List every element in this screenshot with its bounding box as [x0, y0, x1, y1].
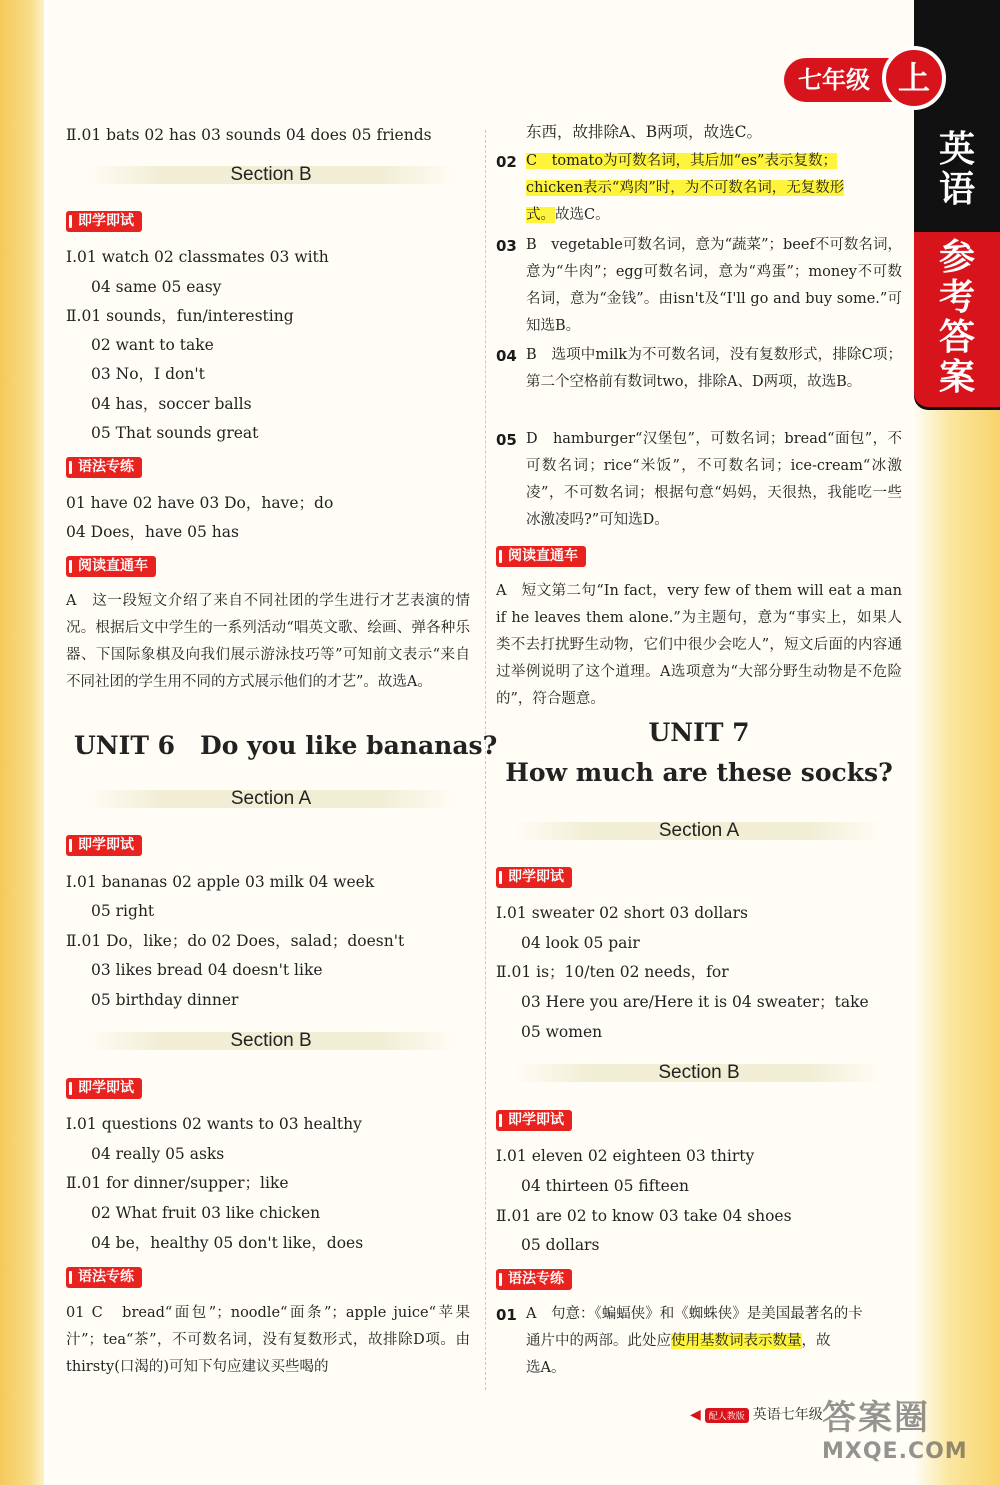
answer-line: 04 same 05 easy — [91, 278, 222, 296]
explanation-text: ，故 — [801, 1333, 831, 1349]
subject-char-2: 语 — [938, 169, 975, 210]
section-heading: Section B — [126, 1030, 416, 1052]
footer-text: 英语七年级 — [752, 1407, 823, 1423]
highlighted-text: 式。 — [526, 207, 555, 223]
unit-7-title: UNIT 7 — [648, 718, 750, 747]
answer-line: Ⅱ.01 Do，like；do 02 Does，salad；doesn't — [66, 932, 405, 950]
edition-badge: 配人教版 — [705, 1408, 749, 1423]
question-number-text: 04 — [496, 347, 517, 365]
answer-line: Ⅱ.01 are 02 to know 03 take 04 shoes — [496, 1207, 792, 1225]
answer-line: 04 look 05 pair — [521, 934, 640, 952]
answer-line: 05 birthday dinner — [91, 991, 239, 1009]
answer-char-3: 答 — [938, 317, 975, 358]
watermark-logo: 答案圈 — [822, 1398, 930, 1438]
answer-line: Ⅰ.01 sweater 02 short 03 dollars — [496, 904, 748, 922]
question-number — [496, 150, 523, 174]
question-02-explanation — [526, 148, 902, 229]
question-number — [496, 344, 523, 368]
reading-explanation: A 短文第二句“In fact，very few of them will eat a man if he leaves them alone.”为主题句，意为“事实上，如果人类不去打扰野生动物，它们中很少会吃人”，短文后面的内容通过举例说明了这个道理。A选项意为“大部分野生动物是不危险的”，符合题意。 — [496, 583, 902, 707]
answer-line: Ⅱ.01 is；10/ten 02 needs，for — [496, 963, 729, 981]
unit-7-subtitle: How much are these socks? — [505, 758, 893, 787]
tag-label: 即学即试 — [66, 211, 142, 232]
question-number — [496, 428, 523, 452]
section-heading: Section B — [126, 164, 416, 186]
question-05-explanation: D hamburger“汉堡包”，可数名词；bread“面包”，不可数名词；rice“米饭”，不可数名词；ice-cream“冰激凌”，不可数名词；根据句意“妈妈，天很热，我能吃一些冰激凌吗?”可知选D。 — [526, 431, 902, 528]
question-04-explanation: B 选项中milk为不可数名词，没有复数形式，排除C项；第二个空格前有数词two，排除A、D两项，故选B。 — [526, 347, 902, 390]
answer-line: 03 No，I don't — [91, 365, 205, 383]
answer-line: 03 Here you are/Here it is 04 sweater；take — [521, 993, 869, 1011]
explanation-line: 选A。 — [526, 1360, 566, 1376]
question-number-text: 05 — [496, 431, 517, 449]
answer-line: 02 want to take — [91, 336, 214, 354]
answer-line: Ⅰ.01 bananas 02 apple 03 milk 04 week — [66, 873, 375, 891]
answer-line: 03 likes bread 04 doesn't like — [91, 961, 323, 979]
reading-explanation: A 这一段短文介绍了来自不同社团的学生进行才艺表演的情况。根据后文中学生的一系列活动“唱英文歌、绘画、弹各种乐器、下国际象棋及向我们展示游泳技巧等”可知前文表示“来自不同社团的学生用不同的方式展示他们的才艺”。故选A。 — [66, 593, 470, 690]
explanation-line — [526, 1328, 902, 1355]
answer-line: 05 That sounds great — [91, 424, 259, 442]
answer-line: 04 Does，have 05 has — [66, 523, 239, 541]
tag-label: 语法专练 — [496, 1269, 572, 1290]
tag-label: 即学即试 — [66, 835, 142, 856]
page-footer — [690, 1404, 823, 1424]
term-badge: 上 — [882, 46, 946, 110]
unit-6-title: UNIT 6 Do you like bananas? — [74, 731, 498, 760]
answer-line: 02 What fruit 03 like chicken — [91, 1204, 321, 1222]
highlighted-text: C tomato为可数名词，其后加“es”表示复数； — [526, 153, 837, 169]
question-number-text: 03 — [496, 237, 517, 255]
explanation-line — [526, 202, 902, 229]
explanation-text: 通片中的两部。此处应 — [526, 1333, 671, 1349]
question-03-explanation: B vegetable可数名词，意为“蔬菜”；beef不可数名词，意为“牛肉”；egg可数名词，意为“鸡蛋”；money不可数名词，意为“金钱”。由isn't及“I'll go and buy some.”可知选B。 — [526, 237, 902, 334]
question-number-text: 02 — [496, 153, 517, 171]
answer-line: 东西，故排除A、B两项，故选C。 — [526, 123, 762, 141]
left-arrow-icon: ◀ — [690, 1407, 701, 1423]
answer-line: 01 have 02 have 03 Do，have；do — [66, 494, 334, 512]
answer-line: Ⅰ.01 questions 02 wants to 03 healthy — [66, 1115, 362, 1133]
site-watermark — [822, 1390, 988, 1474]
tag-label: 阅读直通车 — [66, 556, 156, 577]
grammar-explanation: 01 C bread“面包”；noodle“面条”；apple juice“苹果汁”；tea“茶”，不可数名词，没有复数形式，故排除D项。由thirsty(口渴的)可知下句应建议买些喝的 — [66, 1305, 470, 1375]
explanation-text: 故选C。 — [555, 207, 610, 223]
subject-char-1: 英 — [938, 129, 975, 170]
answer-line: Ⅱ.01 sounds，fun/interesting — [66, 307, 294, 325]
question-number — [496, 1303, 523, 1327]
highlighted-text: 使用基数词表示数量 — [671, 1333, 802, 1349]
watermark-site: MXQE.COM — [822, 1439, 968, 1464]
explanation-line — [526, 148, 902, 175]
left-decorative-strip — [0, 0, 44, 1485]
section-heading: Section A — [126, 788, 416, 810]
answer-line: 04 really 05 asks — [91, 1145, 225, 1163]
answer-line: 04 thirteen 05 fifteen — [521, 1177, 689, 1195]
grammar-01-explanation — [526, 1301, 902, 1382]
tag-label: 即学即试 — [496, 1110, 572, 1131]
answer-line: Ⅰ.01 eleven 02 eighteen 03 thirty — [496, 1147, 755, 1165]
tag-label: 即学即试 — [496, 867, 572, 888]
answer-side-tab — [914, 232, 1000, 407]
tag-label: 语法专练 — [66, 457, 142, 478]
explanation-line: A 句意：《蝙蝠侠》和《蜘蛛侠》是美国最著名的卡 — [526, 1306, 863, 1322]
section-heading: Section B — [554, 1062, 844, 1084]
answer-line: 04 has，soccer balls — [91, 395, 252, 413]
answer-line: 05 women — [521, 1023, 603, 1041]
section-heading: Section A — [554, 820, 844, 842]
answer-line: 05 dollars — [521, 1236, 600, 1254]
tag-label: 语法专练 — [66, 1267, 142, 1288]
answer-line: Ⅱ.01 for dinner/supper；like — [66, 1174, 289, 1192]
answer-line: Ⅰ.01 watch 02 classmates 03 with — [66, 248, 329, 266]
grade-label: 七年级 — [784, 58, 912, 102]
question-number — [496, 234, 523, 258]
question-number-text: 01 — [496, 1306, 517, 1324]
explanation-line — [526, 175, 902, 202]
answer-line: Ⅱ.01 bats 02 has 03 sounds 04 does 05 friends — [66, 126, 432, 144]
answer-line: 04 be，healthy 05 don't like，does — [91, 1234, 364, 1252]
answer-char-1: 参 — [938, 237, 975, 278]
tag-label: 即学即试 — [66, 1078, 142, 1099]
answer-line: 05 right — [91, 902, 155, 920]
highlighted-text: chicken表示“鸡肉”时，为不可数名词，无复数形 — [526, 180, 845, 196]
answer-char-4: 案 — [938, 357, 975, 398]
answer-char-2: 考 — [938, 277, 975, 318]
tag-label: 阅读直通车 — [496, 546, 586, 567]
